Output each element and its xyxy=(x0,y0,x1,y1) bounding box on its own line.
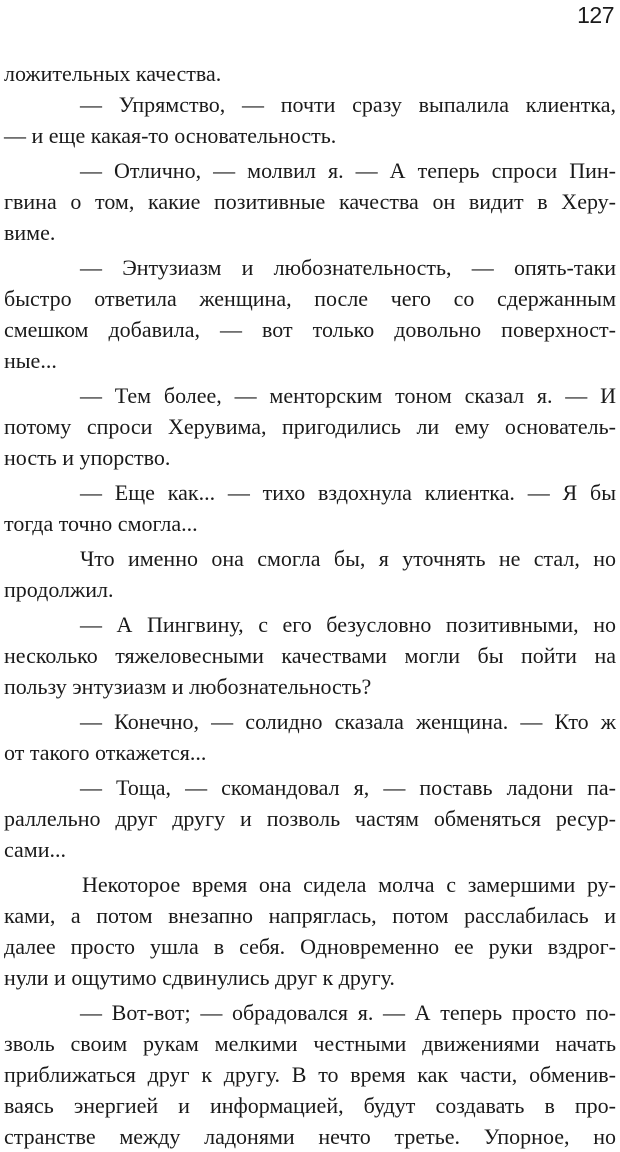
text-line: — Еще как... — тихо вздохнула клиентка. — Я бы xyxy=(80,480,616,505)
text-line: — и еще какая-то основательность. xyxy=(4,123,337,148)
text-line: — Вот-вот; — обрадовался я. — А теперь просто по- xyxy=(80,1000,616,1025)
text-line: — Тем более, — менторским тоном сказал я. — И xyxy=(80,383,616,408)
text-line: — Конечно, — солидно сказала женщина. — Кто ж xyxy=(80,709,616,734)
text-line: — Тоща, — скомандовал я, — поставь ладони па- xyxy=(80,775,616,800)
text-line: пользу энтузиазм и любознательность? xyxy=(4,674,372,699)
text-line: тогда точно смогла... xyxy=(4,511,198,536)
text-line: ные... xyxy=(4,348,57,373)
text-line: несколько тяжеловесными качествами могли бы пойти на xyxy=(4,643,616,668)
text-line: — А Пингвину, с его безусловно позитивными, но xyxy=(80,612,616,637)
text-line: сами... xyxy=(4,837,66,862)
text-line: ками, а потом внезапно напряглась, потом расслабилась и xyxy=(4,903,616,928)
text-line: странстве между ладонями нечто третье. Упорное, но xyxy=(4,1124,616,1149)
text-line: ложительных качества. xyxy=(4,61,222,86)
text-line: виме. xyxy=(4,220,56,245)
text-line: от такого откажется... xyxy=(4,740,207,765)
text-line: нули и ощутимо сдвинулись друг к другу. xyxy=(4,965,395,990)
text-line: Что именно она смогла бы, я уточнять не стал, но xyxy=(80,546,616,571)
text-line: раллельно друг другу и позволь частям обменяться ресур- xyxy=(4,806,616,831)
text-line: быстро ответила женщина, после чего со сдержанным xyxy=(4,286,616,311)
text-line: — Отлично, — молвил я. — А теперь спроси Пин- xyxy=(80,158,616,183)
text-line: ность и упорство. xyxy=(4,445,171,470)
text-line: смешком добавила, — вот только довольно поверхност- xyxy=(4,317,616,342)
text-line: зволь своим рукам мелкими честными движениями начать xyxy=(4,1031,616,1056)
text-line: Некоторое время она сидела молча с замершими ру- xyxy=(82,872,616,897)
text-line: далее просто ушла в себя. Одновременно ее руки вздрог- xyxy=(4,934,616,959)
text-line: — Энтузиазм и любознательность, — опять-таки xyxy=(80,255,616,280)
page-number: 127 xyxy=(577,2,614,28)
text-line: продолжил. xyxy=(4,577,114,602)
body-text xyxy=(4,58,616,1152)
text-line: ваясь энергией и информацией, будут создавать в про- xyxy=(4,1093,616,1118)
text-line: потому спроси Херувима, пригодились ли ему основатель- xyxy=(4,414,616,439)
text-line: — Упрямство, — почти сразу выпалила клиентка, xyxy=(80,92,616,117)
text-line: приближаться друг к другу. В то время как части, обменив- xyxy=(4,1062,616,1087)
text-line: гвина о том, какие позитивные качества он видит в Херу- xyxy=(4,189,616,214)
